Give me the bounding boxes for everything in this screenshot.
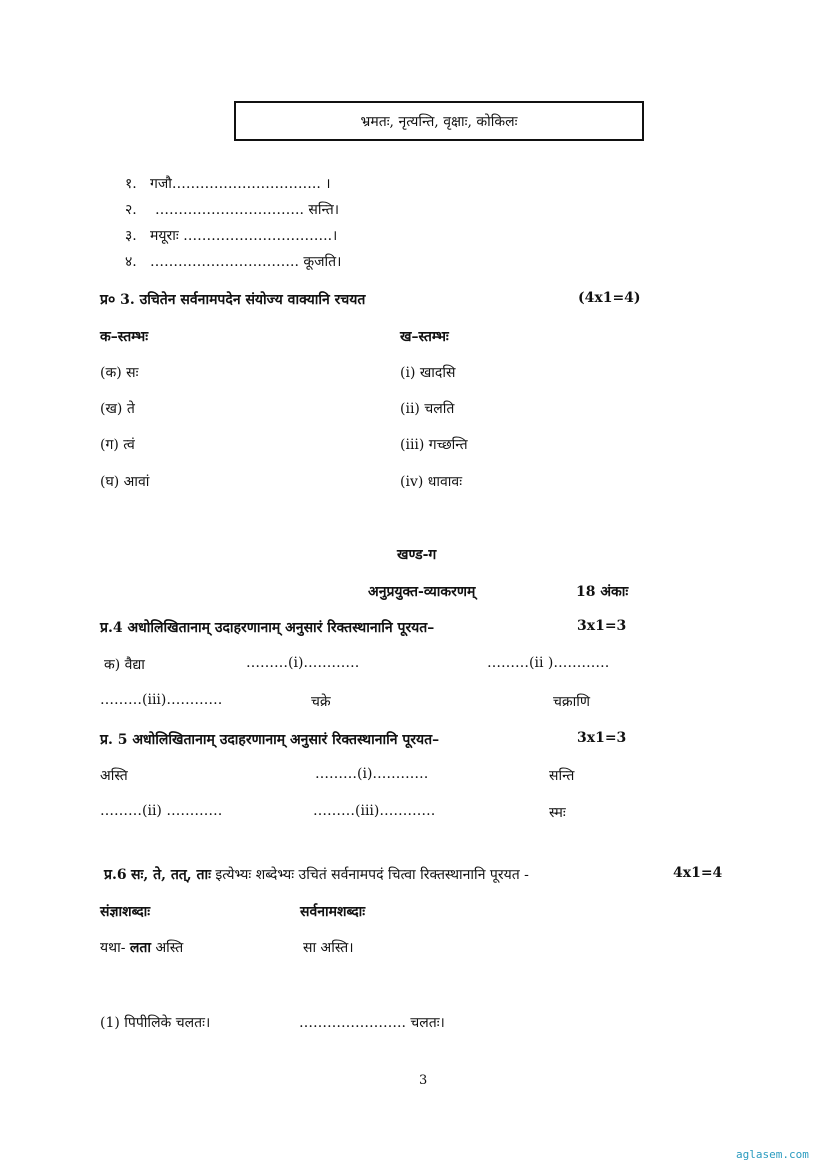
q4-cell: ………(iii)…………	[100, 692, 223, 708]
q6-example-suffix: अस्ति	[155, 940, 184, 956]
section-title: खण्ड-ग	[397, 547, 437, 563]
q3-col-b-head: ख–स्तम्भः	[400, 329, 449, 345]
q6-example-answer: सा अस्ति।	[303, 940, 354, 956]
fill-item: गजौ………………………….. ।	[150, 176, 331, 192]
fill-item: ………………………….. कूजति।	[150, 254, 342, 270]
word-box-text: भ्रमतः, नृत्यन्ति, वृक्षाः, कोकिलः	[360, 113, 518, 130]
q4-cell: ………(i)…………	[246, 655, 360, 671]
q6-example	[100, 938, 183, 957]
q3-col-a-item: (ख) ते	[100, 401, 135, 417]
q5-cell: स्मः	[549, 805, 566, 821]
q3-col-a-head: क–स्तम्भः	[100, 329, 149, 345]
q6-example-bold: लता	[129, 940, 151, 956]
q3-col-b-item: (i) खादसि	[400, 365, 456, 381]
q3-col-a-item: (क) सः	[100, 365, 139, 381]
q4-marks: 3x1=3	[577, 618, 627, 634]
q4-cell: ………(ii )…………	[487, 655, 610, 671]
q4-cell: चक्राणि	[553, 694, 591, 710]
q5-title: प्र. 5 अधोलिखितानाम् उदाहरणानाम् अनुसारं रिक्तस्थानानि पूरयत–	[100, 732, 440, 748]
q6-title	[104, 865, 529, 884]
page-number: 3	[419, 1073, 428, 1088]
q6-example-prefix: यथा-	[100, 940, 126, 956]
q6-marks: 4x1=4	[673, 865, 723, 881]
q3-col-b-item: (iii) गच्छन्ति	[400, 437, 468, 453]
q6-bold-words: सः, ते, तत्, ताः	[131, 867, 211, 883]
fill-item: ………………………….. सन्ति।	[155, 202, 340, 218]
fill-item-num: २.	[125, 202, 137, 218]
section-marks: 18 अंकाः	[576, 584, 629, 600]
q3-col-a-item: (ग) त्वं	[100, 437, 135, 453]
fill-item-num: ३.	[125, 228, 137, 244]
q5-marks: 3x1=3	[577, 730, 627, 746]
q6-col-a-head: संज्ञाशब्दाः	[100, 904, 151, 920]
q5-cell: सन्ति	[549, 768, 575, 784]
q3-col-b-item: (iv) धावावः	[400, 474, 463, 490]
q6-num: प्र.6	[104, 867, 127, 883]
q6-item-a: (1) पिपीलिके चलतः।	[100, 1015, 211, 1031]
fill-item-num: १.	[125, 176, 137, 192]
section-subtitle: अनुप्रयुक्त-व्याकरणम्	[368, 584, 476, 600]
q4-cell: क) वैद्या	[104, 657, 145, 673]
q5-cell: ………(iii)…………	[313, 803, 436, 819]
q6-col-b-head: सर्वनामशब्दाः	[300, 904, 366, 920]
q3-col-b-item: (ii) चलति	[400, 401, 455, 417]
q5-cell: ………(ii) …………	[100, 803, 223, 819]
q3-title: प्र० 3. उचितेन सर्वनामपदेन संयोज्य वाक्यानि रचयत	[100, 292, 366, 308]
word-box	[234, 101, 644, 141]
q5-cell: अस्ति	[100, 768, 128, 784]
q5-cell: ………(i)…………	[315, 766, 429, 782]
fill-item: मयूराः …………………………..।	[150, 228, 338, 244]
q6-item-b: ………………….. चलतः।	[299, 1015, 445, 1031]
fill-item-num: ४.	[125, 254, 137, 270]
q4-cell: चक्रे	[311, 694, 331, 710]
q4-title: प्र.4 अधोलिखितानाम् उदाहरणानाम् अनुसारं रिक्तस्थानानि पूरयत–	[100, 620, 435, 636]
q6-text: इत्येभ्यः शब्देभ्यः उचितं सर्वनामपदं चित्वा रिक्तस्थानानि पूरयत -	[215, 867, 529, 883]
q3-marks: (4x1=4)	[578, 290, 641, 306]
q3-col-a-item: (घ) आवां	[100, 474, 150, 490]
watermark: aglasem.com	[736, 1148, 809, 1161]
